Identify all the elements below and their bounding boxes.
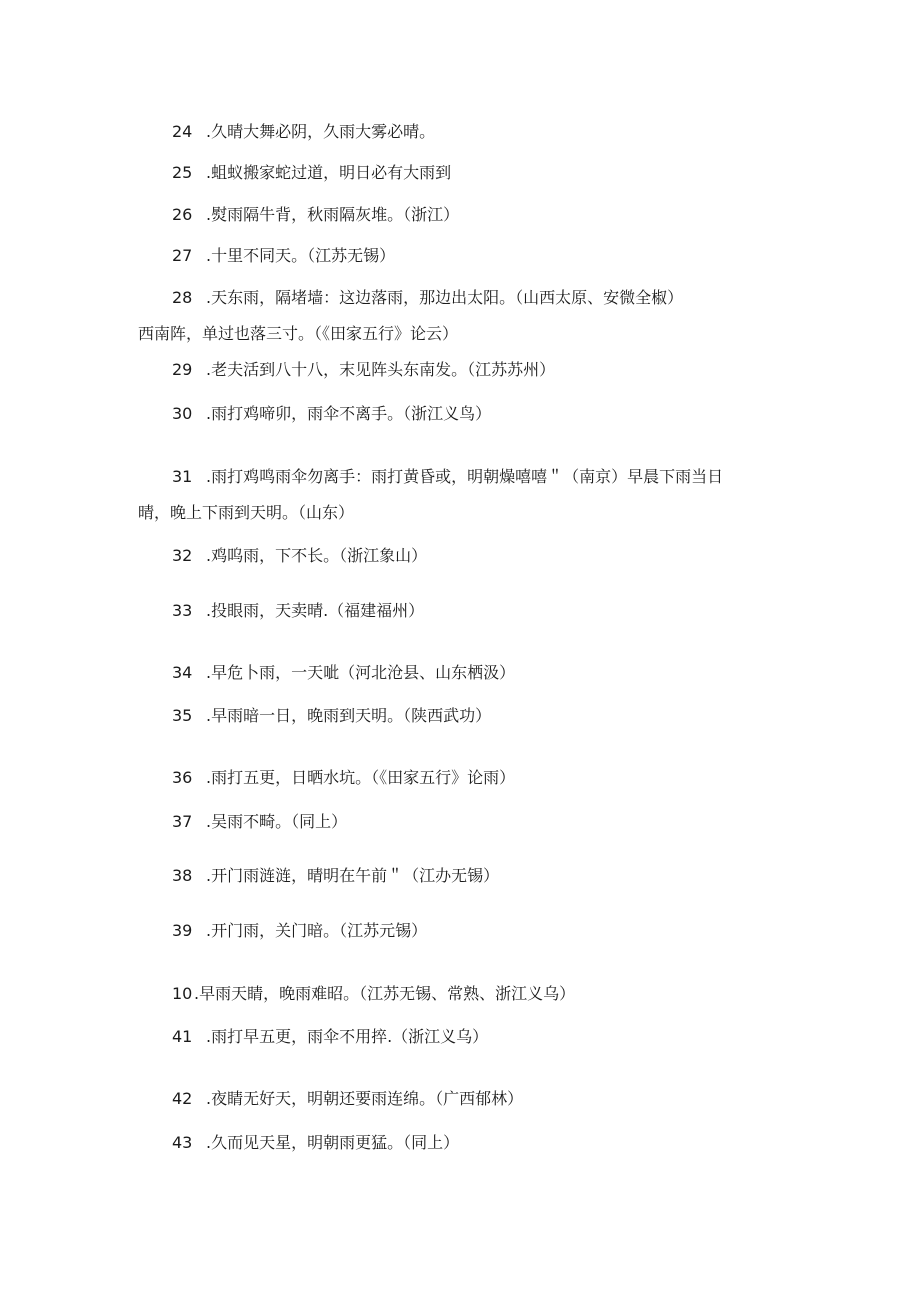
item-text: .雨打鸡啼卯，雨伞不离手。（浙江义鸟） (206, 404, 492, 423)
item-number: 10 (172, 984, 193, 1003)
item-number: 35 (172, 706, 193, 725)
item-text: .雨打五更，日晒水坑。（《田家五行》论雨） (206, 768, 516, 787)
item-text: .早雨暗一日，晚雨到天明。（陕西武功） (206, 706, 492, 725)
item-number: 32 (172, 546, 193, 565)
item-number: 34 (172, 663, 193, 682)
item-number: 41 (172, 1027, 193, 1046)
item-number: 36 (172, 768, 193, 787)
item-continuation-text: 晴，晚上下雨到天明。（山东） (138, 503, 355, 522)
item-text: .十里不同天。（江苏无锡） (206, 246, 396, 265)
item-number: 38 (172, 866, 193, 885)
item-text: .开门雨，关门暗。（江苏元锡） (206, 921, 428, 940)
item-text: .开门雨涟涟，晴明在午前＂（江办无锡） (206, 866, 500, 885)
item-number: 33 (172, 601, 193, 620)
list-item (0, 402, 920, 426)
list-item (0, 286, 920, 310)
item-continuation-text: 西南阵，单过也落三寸。（《田家五行》论云） (138, 324, 459, 343)
list-item (0, 864, 920, 888)
list-item (0, 810, 920, 834)
item-number: 43 (172, 1133, 193, 1152)
item-text: .鸡呜雨，下不长。（浙江象山） (206, 546, 428, 565)
list-item-continuation (0, 501, 920, 525)
item-number: 27 (172, 246, 193, 265)
list-item (0, 919, 920, 943)
list-item (0, 661, 920, 685)
item-text: .久而见天星，明朝雨更猛。（同上） (206, 1133, 460, 1152)
item-number: 29 (172, 360, 193, 379)
list-item-continuation (0, 322, 920, 346)
item-text: .雨打鸡鸣雨伞勿离手：雨打黄昏或，明朝燥嘻嘻＂（南京）早晨下雨当日 (206, 467, 724, 486)
item-number: 28 (172, 288, 193, 307)
list-item (0, 544, 920, 568)
item-number: 26 (172, 205, 193, 224)
list-item (0, 161, 920, 185)
item-text: .熨雨隔牛背，秋雨隔灰堆。（浙江） (206, 205, 460, 224)
item-text: .雨打早五更，雨伞不用捽.（浙江义乌） (206, 1027, 489, 1046)
list-item (0, 358, 920, 382)
item-number: 25 (172, 163, 193, 182)
item-text: .蛆蚁搬家蛇过道，明日必有大雨到 (206, 163, 452, 182)
item-text: .天东雨，隔堵墙：这边落雨，那边出太阳。（山西太原、安微全椒） (206, 288, 684, 307)
item-number: 42 (172, 1089, 193, 1108)
item-number: 37 (172, 812, 193, 831)
list-item (0, 1131, 920, 1155)
item-text: .早雨天睛，晚雨难昭。（江苏无锡、常熟、浙江义乌） (194, 984, 576, 1003)
list-item (0, 766, 920, 790)
item-text: .夜睛无好天，明朝还要雨连绵。（广西郁林） (206, 1089, 524, 1108)
item-number: 30 (172, 404, 193, 423)
list-item (0, 203, 920, 227)
item-text: .久晴大舞必阴，久雨大雾必晴。 (206, 122, 436, 141)
list-item (0, 982, 920, 1006)
list-item (0, 599, 920, 623)
list-item (0, 704, 920, 728)
list-item (0, 1025, 920, 1049)
item-text: .投眼雨，天卖晴.（福建福州） (206, 601, 425, 620)
item-number: 39 (172, 921, 193, 940)
item-number: 24 (172, 122, 193, 141)
list-item (0, 465, 920, 489)
item-number: 31 (172, 467, 193, 486)
item-text: .吴雨不畸。（同上） (206, 812, 348, 831)
list-item (0, 244, 920, 268)
item-text: .老夫活到八十八，末见阵头东南发。（江苏苏州） (206, 360, 556, 379)
list-item (0, 120, 920, 144)
item-text: .早危卜雨，一天呲（河北沧县、山东栖汲） (206, 663, 516, 682)
list-item (0, 1087, 920, 1111)
